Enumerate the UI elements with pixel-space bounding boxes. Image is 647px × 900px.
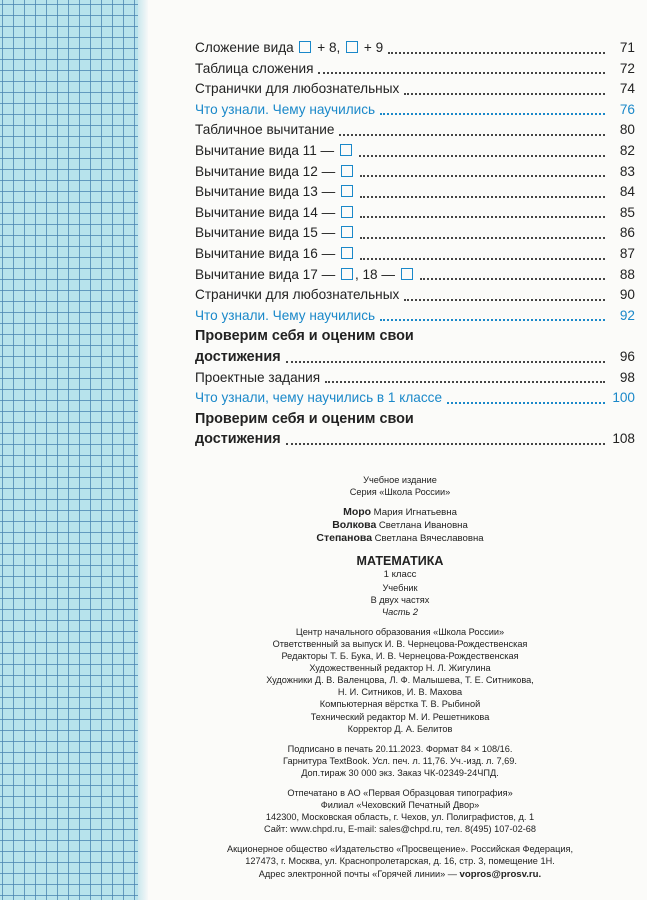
- toc-page-number: 76: [619, 101, 635, 117]
- placeholder-square-icon: [341, 247, 353, 259]
- toc-entry-title: Вычитание вида 11 —: [195, 141, 354, 162]
- toc-page-number: 108: [612, 431, 635, 447]
- toc-entry-title: Вычитание вида 16 —: [195, 244, 355, 265]
- placeholder-square-icon: [341, 185, 353, 197]
- placeholder-square-icon: [341, 206, 353, 218]
- edition-label: Учебное издание: [363, 475, 437, 485]
- toc-entry-title: Странички для любознательных: [195, 287, 400, 303]
- toc-entry-title: Что узнали. Чему научились: [195, 307, 376, 323]
- toc-page-number: 92: [619, 307, 635, 323]
- printer-line: Сайт: www.chpd.ru, E-mail: sales@chpd.ru, тел. 8(495) 107-02-68: [263, 824, 537, 835]
- dot-leader: [404, 90, 605, 95]
- toc-entry[interactable]: [195, 182, 635, 203]
- placeholder-square-icon: [341, 165, 353, 177]
- toc-entry-title: Вычитание вида 12 —: [195, 162, 355, 183]
- grade-label: 1 класс: [383, 569, 417, 581]
- hotline-email: vopros@prosv.ru.: [459, 868, 542, 880]
- toc-page-number: 83: [619, 163, 635, 179]
- toc-entry[interactable]: [195, 244, 635, 265]
- dot-leader: [388, 49, 605, 54]
- dot-leader: [360, 255, 605, 260]
- printer-block: [160, 787, 640, 835]
- grid-paper-strip: [0, 0, 148, 900]
- credit-line: Центр начального образования «Школа России»: [295, 626, 505, 637]
- toc-entry[interactable]: [195, 223, 635, 244]
- placeholder-square-icon: [346, 41, 358, 53]
- toc-entry-title: Вычитание вида 13 —: [195, 182, 355, 203]
- toc-page-number: 96: [619, 348, 635, 364]
- series-label: Серия «Школа России»: [349, 487, 451, 498]
- credit-line: Художники Д. В. Валенцова, Л. Ф. Малышева, Т. Е. Ситникова,: [266, 675, 534, 686]
- book-type-label: Учебник: [382, 582, 418, 593]
- toc-entry[interactable]: [195, 429, 635, 450]
- credit-line: Технический редактор М. И. Решетникова: [310, 711, 490, 722]
- dot-leader: [286, 358, 605, 363]
- dot-leader: [360, 172, 605, 177]
- toc-page-number: 85: [619, 204, 635, 220]
- toc-entry[interactable]: [195, 38, 635, 59]
- toc-page-number: 74: [619, 81, 635, 97]
- dot-leader: [360, 213, 605, 218]
- book-title: МАТЕМАТИКА: [356, 554, 444, 569]
- toc-page-number: 100: [612, 390, 635, 406]
- toc-entry[interactable]: [195, 79, 635, 100]
- dot-leader: [360, 234, 605, 239]
- toc-entry-title: Странички для любознательных: [195, 81, 400, 97]
- placeholder-square-icon: [341, 268, 353, 280]
- toc-page-number: 90: [619, 287, 635, 303]
- dot-leader: [404, 296, 605, 301]
- toc-entry[interactable]: [195, 120, 635, 141]
- toc-entry-title: Таблица сложения: [195, 60, 314, 76]
- parts-label: В двух частях: [370, 594, 430, 605]
- toc-page-number: 80: [619, 122, 635, 138]
- placeholder-square-icon: [341, 226, 353, 238]
- credit-line: Корректор Д. А. Белитов: [347, 723, 453, 734]
- toc-entry-title: достижения: [195, 348, 281, 365]
- print-info-block: [160, 743, 640, 779]
- dot-leader: [359, 152, 605, 157]
- author-line: Волкова Светлана Ивановна: [332, 519, 468, 532]
- toc-page-number: 88: [619, 266, 635, 282]
- toc-entry-title: Что узнали. Чему научились: [195, 101, 376, 117]
- toc-entry-title: Вычитание вида 17 — , 18 —: [195, 265, 415, 286]
- dot-leader: [318, 69, 605, 74]
- printer-line: Филиал «Чеховский Печатный Двор»: [320, 800, 480, 811]
- placeholder-square-icon: [299, 41, 311, 53]
- toc-entry-title: Сложение вида + 8, + 9: [195, 40, 384, 55]
- credit-line: Художественный редактор Н. Л. Жигулина: [309, 663, 491, 674]
- toc-entry[interactable]: [195, 203, 635, 224]
- dot-leader: [447, 399, 605, 404]
- print-info-line: Гарнитура TextBook. Усл. печ. л. 11,76. Уч.-изд. л. 7,69.: [283, 755, 517, 766]
- toc-entry[interactable]: [195, 265, 635, 286]
- toc-entry[interactable]: [195, 100, 635, 121]
- toc-entry-title: Проектные задания: [195, 369, 321, 385]
- dot-leader: [286, 440, 605, 445]
- toc-page-number: 84: [619, 184, 635, 200]
- toc-entry-title: Вычитание вида 15 —: [195, 223, 355, 244]
- toc-heading: Проверим себя и оценим свои: [195, 328, 414, 345]
- publisher-block: [160, 843, 640, 867]
- strip-edge: [138, 0, 148, 900]
- dot-leader: [360, 193, 605, 198]
- author-line: Моро Мария Игнатьевна: [343, 506, 457, 519]
- print-info-line: Подписано в печать 20.11.2023. Формат 84 × 108/16.: [287, 743, 513, 754]
- dot-leader: [339, 131, 605, 136]
- publisher-line: 127473, г. Москва, ул. Краснопролетарская, д. 16, стр. 3, помещение 1Н.: [245, 856, 555, 867]
- credit-line: Н. И. Ситников, И. В. Махова: [337, 687, 463, 698]
- toc-entry[interactable]: [195, 306, 635, 327]
- publisher-line: Акционерное общество «Издательство «Просвещение». Российская Федерация,: [226, 844, 573, 855]
- toc-entry-title: Вычитание вида 14 —: [195, 203, 355, 224]
- credit-line: Компьютерная вёрстка Т. В. Рыбиной: [319, 699, 481, 710]
- colophon: [160, 474, 640, 881]
- table-of-contents: [195, 38, 635, 450]
- credit-line: Ответственный за выпуск И. В. Чернецова-Рождественская: [272, 638, 528, 649]
- dot-leader: [380, 316, 605, 321]
- toc-entry-title: достижения: [195, 431, 281, 448]
- placeholder-square-icon: [340, 144, 352, 156]
- credit-line: Редакторы Т. Б. Бука, И. В. Чернецова-Рождественская: [281, 651, 519, 662]
- toc-entry[interactable]: [195, 285, 635, 306]
- part-label: Часть 2: [381, 606, 419, 617]
- toc-entry-title: Табличное вычитание: [195, 122, 335, 138]
- author-line: Степанова Светлана Вячеславовна: [316, 532, 484, 545]
- dot-leader: [325, 378, 605, 383]
- toc-entry[interactable]: [195, 141, 635, 162]
- toc-entry[interactable]: [195, 59, 635, 80]
- toc-entry[interactable]: [195, 162, 635, 183]
- printer-line: Отпечатано в АО «Первая Образцовая типография»: [287, 787, 513, 798]
- hotline-line: Адрес электронной почты «Горячей линии» — vopros@prosv.ru.: [258, 868, 542, 880]
- toc-page-number: 86: [619, 225, 635, 241]
- placeholder-square-icon: [401, 268, 413, 280]
- toc-entry[interactable]: [195, 388, 635, 409]
- toc-entry-title: Что узнали, чему научились в 1 классе: [195, 390, 443, 406]
- toc-page-number: 71: [619, 40, 635, 55]
- toc-entry[interactable]: [195, 347, 635, 368]
- toc-page-number: 72: [619, 60, 635, 76]
- print-info-line: Доп.тираж 30 000 экз. Заказ ЧК-02349-24ЧПД.: [301, 767, 499, 778]
- toc-page-number: 82: [619, 142, 635, 158]
- toc-entry[interactable]: [195, 368, 635, 389]
- credits-block: [160, 626, 640, 735]
- dot-leader: [420, 275, 605, 280]
- toc-heading: Проверим себя и оценим свои: [195, 410, 414, 427]
- toc-page-number: 98: [619, 369, 635, 385]
- dot-leader: [380, 110, 605, 115]
- toc-page-number: 87: [619, 245, 635, 261]
- printer-line: 142300, Московская область, г. Чехов, ул. Полиграфистов, д. 1: [265, 812, 535, 823]
